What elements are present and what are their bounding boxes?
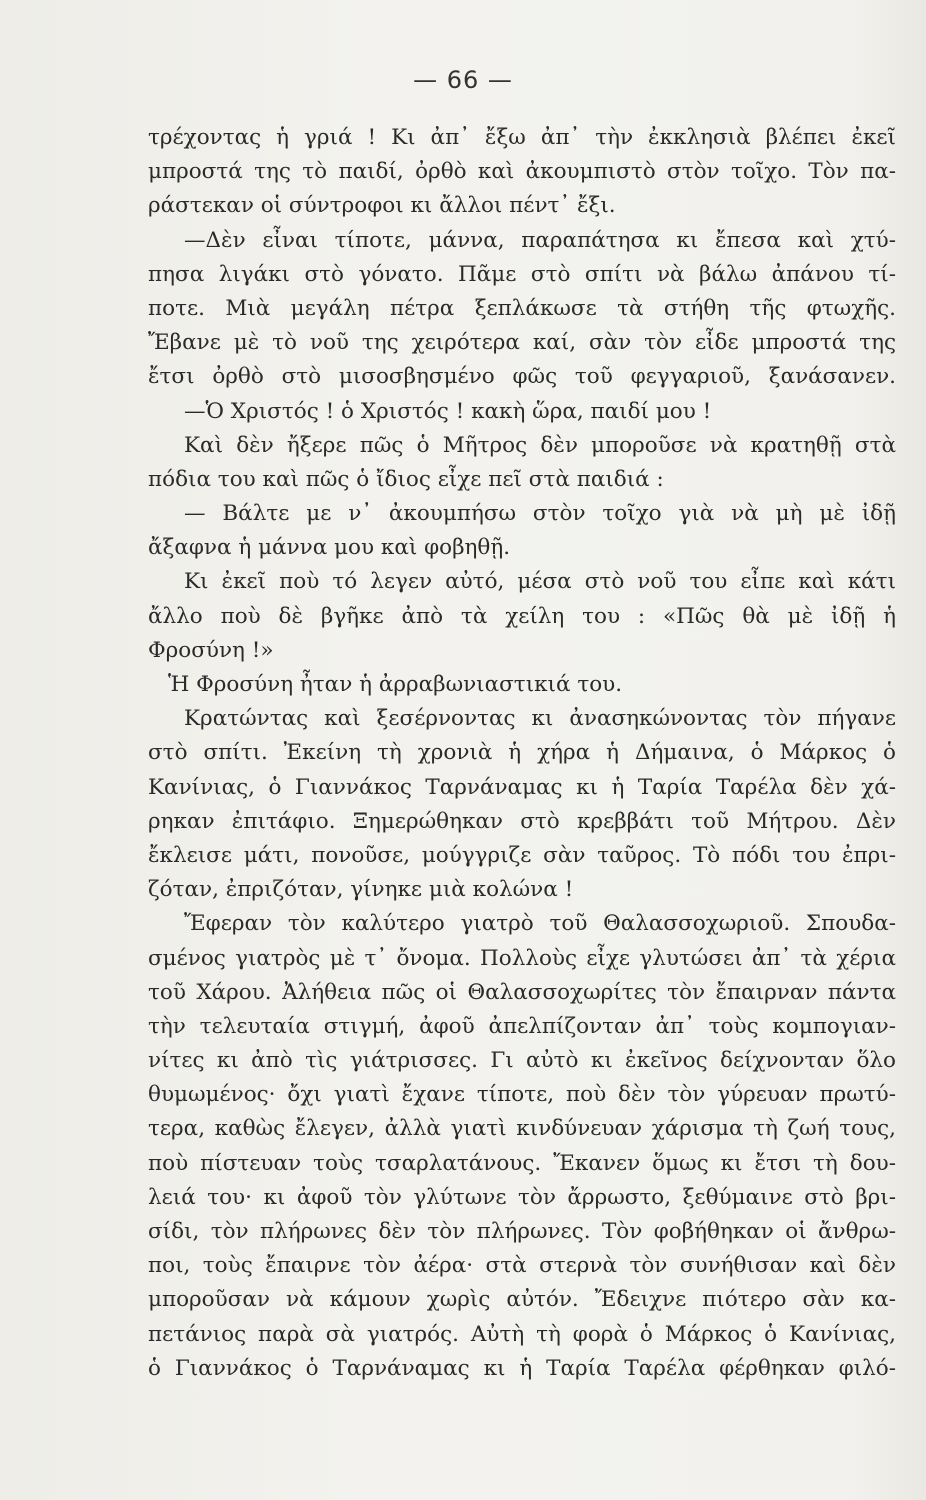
- text-line: ρηκαν ἐπιτάφιο. Ξημερώθηκαν στὸ κρεββάτι τοῦ Μήτρου. Δὲν: [148, 808, 896, 834]
- text-line: τρέχοντας ἡ γριά ! Κι ἀπ᾽ ἔξω ἀπ᾽ τὴν ἐκκλησιὰ βλέπει ἐκεῖ: [148, 125, 896, 150]
- text-line: μπροστά της τὸ παιδί, ὀρθὸ καὶ ἀκουμπιστὸ στὸν τοῖχο. Τὸν πα-: [148, 159, 896, 185]
- text-line: ποτε. Μιὰ μεγάλη πέτρα ξεπλάκωσε τὰ στήθη τῆς φτωχῆς.: [148, 295, 896, 321]
- text-line: Ἡ Φροσύνη ἦταν ἡ ἀρραβωνιαστικιά του.: [168, 672, 623, 697]
- text-line: Καὶ δὲν ἤξερε πῶς ὁ Μῆτρος δὲν μποροῦσε νὰ κρατηθῇ στὰ: [184, 432, 896, 458]
- text-line: τοῦ Χάρου. Ἀλήθεια πῶς οἱ Θαλασσοχωρίτες τὸν ἔπαιρναν πάντα: [148, 979, 896, 1005]
- text-line: ὁ Γιαννάκος ὁ Ταρνάναμας κι ἡ Ταρία Ταρέλα φέρθηκαν φιλό-: [148, 1355, 896, 1381]
- body-text: [148, 121, 896, 1386]
- text-line: νίτες κι ἀπὸ τὶς γιάτρισσες. Γι αὐτὸ κι ἐκεῖνος δείχνονταν ὅλο: [148, 1048, 896, 1074]
- text-line: ἔκλεισε μάτι, πονοῦσε, μούγγριζε σὰν ταῦρος. Τὸ πόδι του ἐπρι-: [148, 842, 896, 868]
- text-line: — Βάλτε με ν᾽ ἀκουμπήσω στὸν τοῖχο γιὰ νὰ μὴ μὲ ἰδῇ: [184, 501, 896, 527]
- text-line: ράστεκαν οἱ σύντροφοι κι ἄλλοι πέντ᾽ ἔξι.: [148, 193, 616, 219]
- text-line: πετάνιος παρὰ σὰ γιατρός. Αὐτὴ τὴ φορὰ ὁ Μάρκος ὁ Κανίνιας,: [148, 1321, 896, 1347]
- text-line: στὸ σπίτι. Ἐκείνη τὴ χρονιὰ ἡ χήρα ἡ Δήμαινα, ὁ Μάρκος ὁ: [148, 740, 896, 766]
- text-line: —Δὲν εἶναι τίποτε, μάννα, παραπάτησα κι ἔπεσα καὶ χτύ-: [184, 227, 896, 253]
- text-line: λειά του· κι ἀφοῦ τὸν γλύτωνε τὸν ἄρρωστο, ξεθύμαινε στὸ βρι-: [148, 1184, 896, 1210]
- text-line: πησα λιγάκι στὸ γόνατο. Πᾶμε στὸ σπίτι νὰ βάλω ἀπάνου τί-: [148, 261, 896, 287]
- text-line: —Ὁ Χριστός ! ὁ Χριστός ! κακὴ ὥρα, παιδί μου !: [184, 398, 712, 424]
- text-line: πόδια του καὶ πῶς ὁ ἴδιος εἶχε πεῖ στὰ παιδιά :: [148, 466, 664, 492]
- text-line: σμένος γιατρὸς μὲ τ᾽ ὄνομα. Πολλοὺς εἶχε γλυτώσει ἀπ᾽ τὰ χέρια: [148, 945, 896, 971]
- text-line: ποι, τοὺς ἔπαιρνε τὸν ἀέρα· στὰ στερνὰ τὸν συνήθισαν καὶ δὲν: [148, 1253, 896, 1279]
- text-line: Ἔβανε μὲ τὸ νοῦ της χειρότερα καί, σὰν τὸν εἶδε μπροστά της: [148, 330, 896, 356]
- text-line: ἔτσι ὀρθὸ στὸ μισοσβησμένο φῶς τοῦ φεγγαριοῦ, ξανάσανεν.: [148, 364, 896, 390]
- text-line: Ἔφεραν τὸν καλύτερο γιατρὸ τοῦ Θαλασσοχωριοῦ. Σπουδα-: [184, 911, 896, 937]
- text-line: σίδι, τὸν πλήρωνες δὲν τὸν πλήρωνες. Τὸν φοβήθηκαν οἱ ἄνθρω-: [148, 1219, 896, 1244]
- text-line: τὴν τελευταία στιγμή, ἀφοῦ ἀπελπίζονταν ἀπ᾽ τοὺς κομπογιαν-: [148, 1013, 896, 1039]
- text-line: Κι ἐκεῖ ποὺ τό λεγεν αὐτό, μέσα στὸ νοῦ του εἶπε καὶ κάτι: [184, 569, 896, 595]
- text-line: ζόταν, ἐπριζόταν, γίνηκε μιὰ κολώνα !: [148, 877, 574, 903]
- text-line: τερα, καθὼς ἔλεγεν, ἀλλὰ γιατὶ κινδύνευαν χάρισμα τὴ ζωή τους,: [148, 1116, 896, 1142]
- text-line: Φροσύνη !»: [148, 637, 274, 663]
- page-number: — 66 —: [413, 66, 513, 94]
- text-line: θυμωμένος· ὄχι γιατὶ ἔχανε τίποτε, ποὺ δὲν τὸν γύρευαν πρωτύ-: [148, 1082, 896, 1108]
- text-line: ἄλλο ποὺ δὲ βγῆκε ἀπὸ τὰ χείλη του : «Πῶς θὰ μὲ ἰδῇ ἡ: [148, 603, 896, 629]
- text-line: Κρατώντας καὶ ξεσέρνοντας κι ἀνασηκώνοντας τὸν πήγανε: [184, 706, 896, 732]
- text-line: ἄξαφνα ἡ μάννα μου καὶ φοβηθῇ.: [148, 535, 511, 561]
- text-line: μποροῦσαν νὰ κάμουν χωρὶς αὐτόν. Ἔδειχνε πιότερο σὰν κα-: [148, 1287, 896, 1313]
- text-line: Κανίνιας, ὁ Γιαννάκος Ταρνάναμας κι ἡ Ταρία Ταρέλα δὲν χά-: [148, 774, 896, 800]
- text-line: ποὺ πίστευαν τοὺς τσαρλατάνους. Ἔκανεν ὅμως κι ἔτσι τὴ δου-: [148, 1150, 896, 1176]
